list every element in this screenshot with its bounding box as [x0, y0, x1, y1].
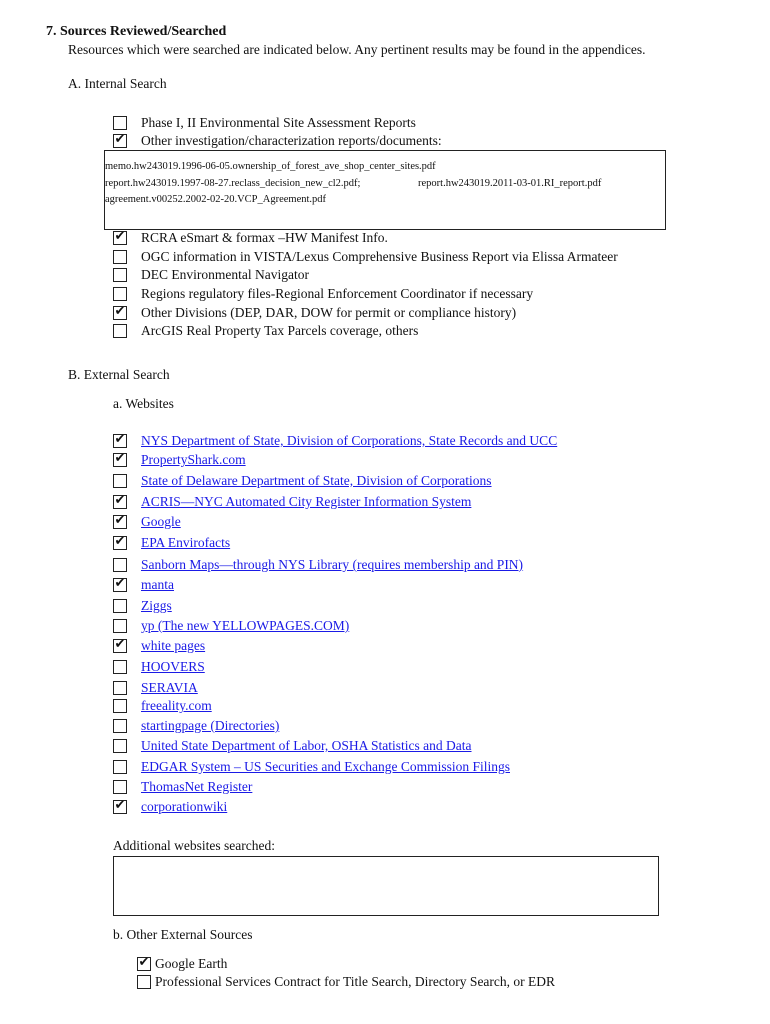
other-source-checkbox[interactable] [137, 957, 151, 971]
website-checkbox[interactable] [113, 558, 127, 572]
website-label[interactable]: United State Department of Labor, OSHA Statistics and Data [141, 738, 472, 753]
website-checkbox[interactable] [113, 681, 127, 695]
website-label[interactable]: yp (The new YELLOWPAGES.COM) [141, 618, 350, 633]
website-checkbox[interactable] [113, 578, 127, 592]
website-label[interactable]: PropertyShark.com [141, 452, 246, 467]
internal-item-checkbox[interactable] [113, 306, 127, 320]
website-checkbox[interactable] [113, 619, 127, 633]
other-source-label: Google Earth [155, 956, 228, 971]
website-checkbox[interactable] [113, 495, 127, 509]
internal-item-checkbox[interactable] [113, 287, 127, 301]
section-intro: Resources which were searched are indicated below. Any pertinent results may be found in the appendices. [68, 42, 646, 57]
website-checkbox[interactable] [113, 660, 127, 674]
website-checkbox[interactable] [113, 719, 127, 733]
website-label[interactable]: corporationwiki [141, 799, 228, 814]
other-sources-title: b. Other External Sources [113, 927, 253, 942]
website-label[interactable]: ThomasNet Register [141, 779, 253, 794]
document-line-1: memo.hw243019.1996-06-05.ownership_of_forest_ave_shop_center_sites.pdf [105, 161, 436, 172]
section-heading: 7. Sources Reviewed/Searched [46, 24, 227, 39]
website-label[interactable]: Google [141, 514, 181, 529]
document-line-2a: report.hw243019.1997-08-27.reclass_decision_new_cl2.pdf; [105, 178, 361, 189]
website-checkbox[interactable] [113, 780, 127, 794]
website-label[interactable]: Sanborn Maps—through NYS Library (requires membership and PIN) [141, 557, 524, 572]
website-label[interactable]: freeality.com [141, 698, 212, 713]
check-mark-icon: ✔ [114, 576, 126, 591]
check-mark-icon: ✔ [138, 955, 150, 970]
check-mark-icon: ✔ [114, 534, 126, 549]
check-mark-icon: ✔ [114, 229, 126, 244]
documents-box [104, 150, 666, 230]
internal-item-checkbox[interactable] [113, 116, 127, 130]
check-mark-icon: ✔ [114, 513, 126, 528]
check-mark-icon: ✔ [114, 493, 126, 508]
website-label[interactable]: startingpage (Directories) [141, 718, 280, 733]
website-label[interactable]: HOOVERS [141, 659, 205, 674]
internal-item-label: OGC information in VISTA/Lexus Comprehensive Business Report via Elissa Armateer [141, 249, 618, 264]
internal-item-label: Other Divisions (DEP, DAR, DOW for permit or compliance history) [141, 305, 517, 320]
website-checkbox[interactable] [113, 739, 127, 753]
internal-item-label: Phase I, II Environmental Site Assessment Reports [141, 115, 416, 130]
website-label[interactable]: white pages [141, 638, 206, 653]
website-label[interactable]: Ziggs [141, 598, 172, 613]
additional-websites-label: Additional websites searched: [113, 838, 275, 853]
check-mark-icon: ✔ [114, 798, 126, 813]
website-checkbox[interactable] [113, 760, 127, 774]
website-label[interactable]: EDGAR System – US Securities and Exchange Commission Filings [141, 759, 510, 774]
website-checkbox[interactable] [113, 474, 127, 488]
website-label[interactable]: NYS Department of State, Division of Corporations, State Records and UCC [141, 433, 558, 448]
website-checkbox[interactable] [113, 453, 127, 467]
check-mark-icon: ✔ [114, 451, 126, 466]
other-source-checkbox[interactable] [137, 975, 151, 989]
document-line-3: agreement.v00252.2002-02-20.VCP_Agreement.pdf [105, 194, 327, 205]
internal-search-title: A. Internal Search [68, 76, 167, 91]
internal-item-label: ArcGIS Real Property Tax Parcels coverage, others [141, 323, 419, 338]
website-checkbox[interactable] [113, 434, 127, 448]
website-label[interactable]: manta [141, 577, 174, 592]
website-checkbox[interactable] [113, 639, 127, 653]
website-label[interactable]: ACRIS—NYC Automated City Register Information System [141, 494, 472, 509]
internal-item-label: DEC Environmental Navigator [141, 267, 309, 282]
external-search-title: B. External Search [68, 367, 170, 382]
website-checkbox[interactable] [113, 599, 127, 613]
website-label[interactable]: EPA Envirofacts [141, 535, 231, 550]
internal-item-checkbox[interactable] [113, 324, 127, 338]
document-line-2b: report.hw243019.2011-03-01.RI_report.pdf [418, 178, 602, 189]
check-mark-icon: ✔ [114, 637, 126, 652]
internal-item-label: Regions regulatory files-Regional Enforcement Coordinator if necessary [141, 286, 534, 301]
internal-item-checkbox[interactable] [113, 231, 127, 245]
website-checkbox[interactable] [113, 515, 127, 529]
website-checkbox[interactable] [113, 699, 127, 713]
internal-item-checkbox[interactable] [113, 250, 127, 264]
website-label[interactable]: State of Delaware Department of State, Division of Corporations [141, 473, 492, 488]
website-label[interactable]: SERAVIA [141, 680, 198, 695]
website-checkbox[interactable] [113, 536, 127, 550]
additional-websites-field[interactable] [113, 856, 659, 916]
check-mark-icon: ✔ [114, 132, 126, 147]
other-source-label: Professional Services Contract for Title Search, Directory Search, or EDR [155, 974, 556, 989]
websites-title: a. Websites [113, 396, 174, 411]
website-checkbox[interactable] [113, 800, 127, 814]
check-mark-icon: ✔ [114, 304, 126, 319]
internal-item-checkbox[interactable] [113, 268, 127, 282]
internal-item-label: RCRA eSmart & formax –HW Manifest Info. [141, 230, 388, 245]
check-mark-icon: ✔ [114, 432, 126, 447]
internal-item-label: Other investigation/characterization reports/documents: [141, 133, 442, 148]
internal-item-checkbox[interactable] [113, 134, 127, 148]
